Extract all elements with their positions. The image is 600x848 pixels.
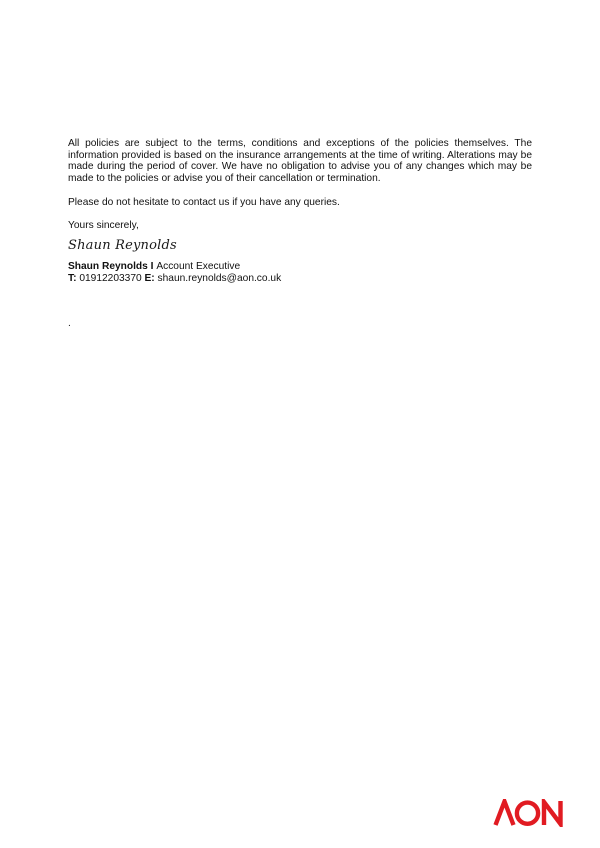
signature-block [68, 261, 281, 284]
aon-logo [493, 799, 565, 827]
contact-line [68, 273, 281, 285]
phone-label: T: [68, 272, 77, 284]
sender-line [68, 261, 281, 273]
email-label: E: [144, 272, 155, 284]
email-address: shaun.reynolds@aon.co.uk [157, 272, 282, 284]
trailing-dot: . [68, 318, 71, 329]
queries-paragraph: Please do not hesitate to contact us if you have any queries. [68, 197, 340, 208]
sender-separator: I [147, 261, 157, 272]
phone-number: 01912203370 [79, 272, 142, 284]
terms-paragraph: All policies are subject to the terms, conditions and exceptions of the policies themselves. The information provided is based on the insurance arrangements at the time of writing. Alterations may be made during the period of cover. We have no obligation to advise you of any changes which may be made to the policies or advise you of their cancellation or termination. [68, 138, 532, 184]
handwritten-signature: Shaun Reynolds [68, 238, 177, 253]
sender-title: Account Executive [156, 261, 241, 272]
closing-salutation: Yours sincerely, [68, 220, 139, 231]
sender-name: Shaun Reynolds [68, 261, 148, 272]
